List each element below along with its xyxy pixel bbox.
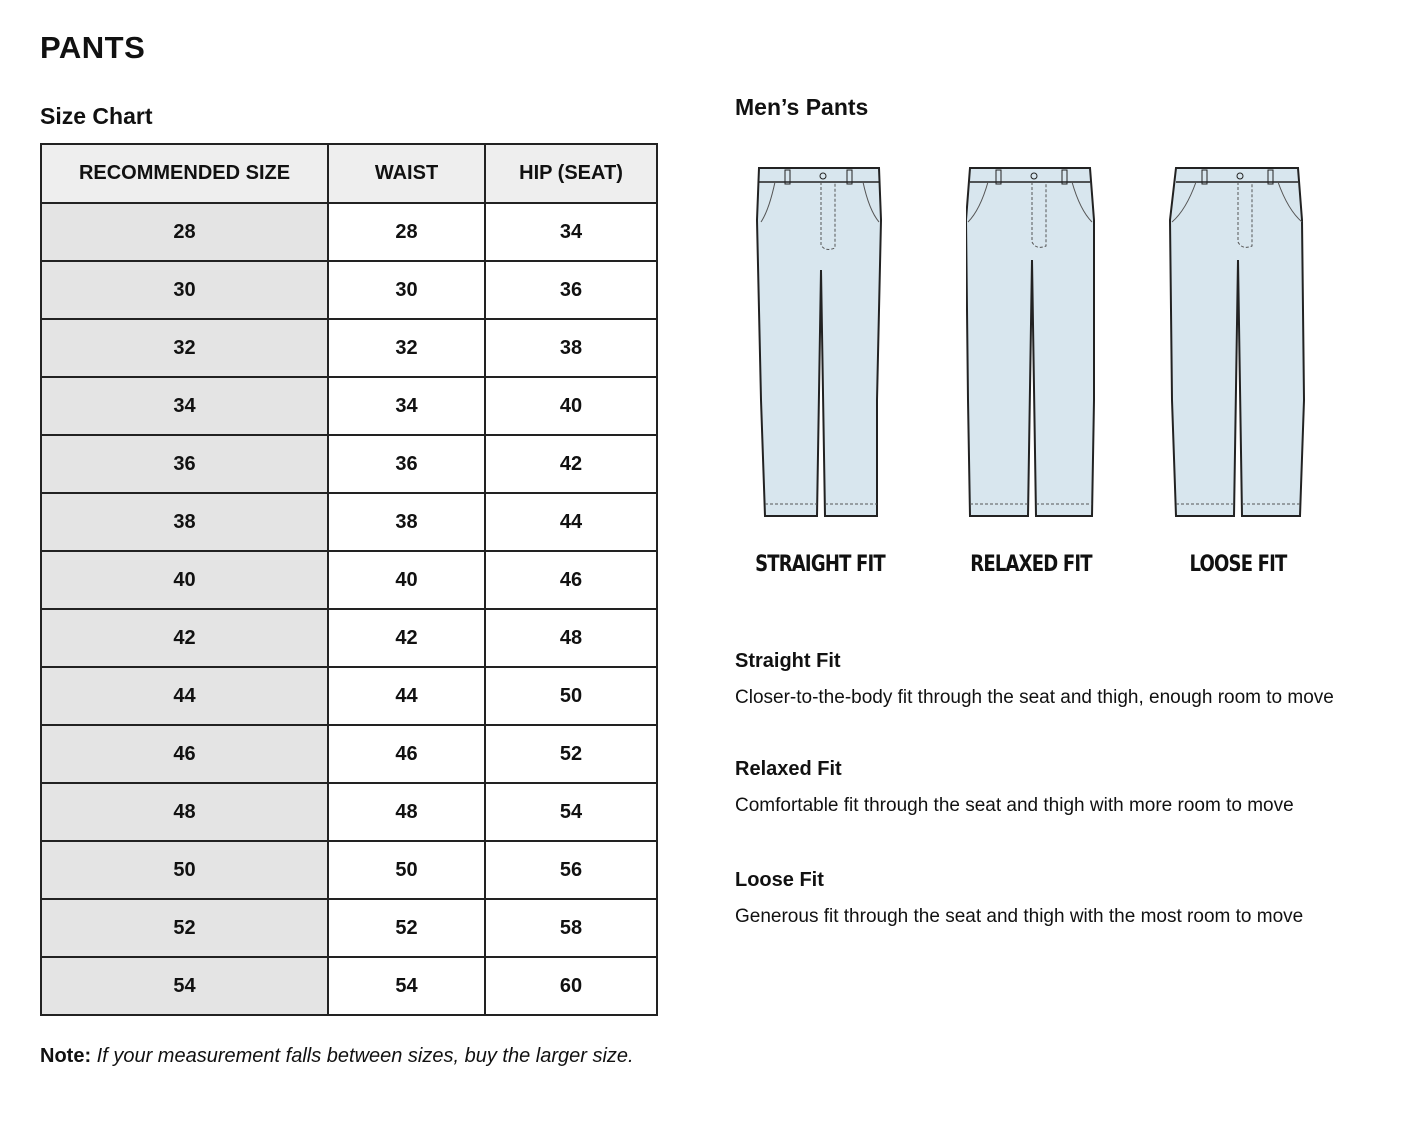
hip-seat-cell: 38 [485, 319, 657, 377]
recommended-size-cell: 44 [41, 667, 328, 725]
straight-fit-figure [730, 160, 910, 577]
recommended-size-cell: 50 [41, 841, 328, 899]
waist-cell: 34 [328, 377, 485, 435]
relaxed-fit-pants-icon [966, 160, 1096, 520]
size-table-body [41, 203, 657, 1015]
table-row [41, 203, 657, 261]
straight-fit-heading: Straight Fit [735, 650, 841, 672]
waist-cell: 42 [328, 609, 485, 667]
recommended-size-cell: 46 [41, 725, 328, 783]
recommended-size-cell: 42 [41, 609, 328, 667]
hip-seat-cell: 56 [485, 841, 657, 899]
hip-seat-cell: 52 [485, 725, 657, 783]
table-row [41, 783, 657, 841]
hip-seat-cell: 42 [485, 435, 657, 493]
hip-seat-cell: 36 [485, 261, 657, 319]
hip-seat-cell: 50 [485, 667, 657, 725]
recommended-size-cell: 30 [41, 261, 328, 319]
table-row [41, 435, 657, 493]
waist-cell: 44 [328, 667, 485, 725]
hip-seat-cell: 48 [485, 609, 657, 667]
loose-fit-figure [1148, 160, 1328, 577]
hip-seat-cell: 44 [485, 493, 657, 551]
header-hip-seat: HIP (SEAT) [485, 144, 657, 203]
waist-cell: 46 [328, 725, 485, 783]
recommended-size-cell: 34 [41, 377, 328, 435]
recommended-size-cell: 54 [41, 957, 328, 1015]
loose-fit-pants-icon [1168, 160, 1308, 520]
straight-fit-label: STRAIGHT FIT [755, 552, 885, 577]
recommended-size-cell: 40 [41, 551, 328, 609]
hip-seat-cell: 54 [485, 783, 657, 841]
mens-pants-title: Men’s Pants [735, 94, 869, 120]
waist-cell: 32 [328, 319, 485, 377]
table-row [41, 725, 657, 783]
waist-cell: 40 [328, 551, 485, 609]
table-row [41, 261, 657, 319]
hip-seat-cell: 34 [485, 203, 657, 261]
recommended-size-cell: 38 [41, 493, 328, 551]
loose-fit-text: Generous fit through the seat and thigh with the most room to move [735, 906, 1304, 927]
table-row [41, 551, 657, 609]
waist-cell: 36 [328, 435, 485, 493]
size-chart-title: Size Chart [40, 103, 153, 129]
waist-cell: 28 [328, 203, 485, 261]
waist-cell: 38 [328, 493, 485, 551]
recommended-size-cell: 48 [41, 783, 328, 841]
straight-fit-text: Closer-to-the-body fit through the seat and thigh, enough room to move [735, 687, 1334, 708]
hip-seat-cell: 58 [485, 899, 657, 957]
table-row [41, 667, 657, 725]
header-waist: WAIST [328, 144, 485, 203]
size-chart-table [40, 143, 658, 1016]
relaxed-fit-description [735, 758, 1375, 817]
hip-seat-cell: 46 [485, 551, 657, 609]
recommended-size-cell: 36 [41, 435, 328, 493]
relaxed-fit-figure [941, 160, 1121, 577]
note-text: If your measurement falls between sizes, buy the larger size. [96, 1045, 634, 1067]
relaxed-fit-text: Comfortable fit through the seat and thigh with more room to move [735, 795, 1294, 816]
size-note [40, 1045, 634, 1068]
recommended-size-cell: 28 [41, 203, 328, 261]
waist-cell: 50 [328, 841, 485, 899]
table-row [41, 899, 657, 957]
page-title: PANTS [40, 30, 146, 65]
table-row [41, 319, 657, 377]
straight-fit-description [735, 650, 1375, 709]
waist-cell: 52 [328, 899, 485, 957]
loose-fit-label: LOOSE FIT [1189, 552, 1287, 577]
table-row [41, 609, 657, 667]
header-recommended-size: RECOMMENDED SIZE [41, 144, 328, 203]
hip-seat-cell: 60 [485, 957, 657, 1015]
relaxed-fit-heading: Relaxed Fit [735, 758, 842, 780]
recommended-size-cell: 52 [41, 899, 328, 957]
table-row [41, 957, 657, 1015]
hip-seat-cell: 40 [485, 377, 657, 435]
waist-cell: 48 [328, 783, 485, 841]
table-row [41, 841, 657, 899]
straight-fit-pants-icon [755, 160, 885, 520]
loose-fit-heading: Loose Fit [735, 869, 824, 891]
relaxed-fit-label: RELAXED FIT [970, 552, 1092, 577]
table-header-row [41, 144, 657, 203]
note-label: Note: [40, 1045, 92, 1067]
waist-cell: 30 [328, 261, 485, 319]
waist-cell: 54 [328, 957, 485, 1015]
table-row [41, 377, 657, 435]
loose-fit-description [735, 869, 1375, 928]
recommended-size-cell: 32 [41, 319, 328, 377]
table-row [41, 493, 657, 551]
